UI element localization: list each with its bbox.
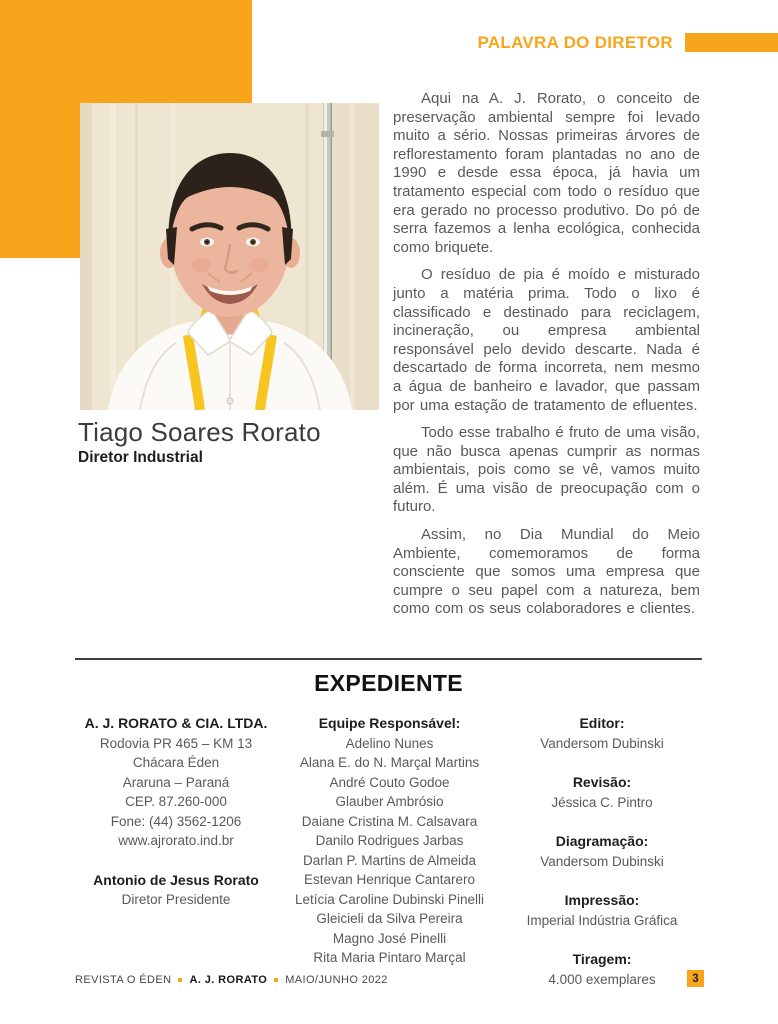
- section-header: [477, 33, 778, 52]
- team-member: Glauber Ambrósio: [335, 794, 444, 809]
- company-name: A. J. RORATO & CIA. LTDA.: [84, 715, 268, 731]
- article-body: [393, 90, 700, 628]
- company-address-line: Chácara Éden: [132, 755, 220, 770]
- section-title: PALAVRA DO DIRETOR: [477, 33, 673, 52]
- article-paragraph: O resíduo de pia é moído e misturado junto a matéria prima. Todo o lixo é classificado e destinado para reciclagem, incineração, ou empresa ambiental responsável pelo devido descarte. Nada é descartado de forma incorreta, nem mesmo a água de banheiro e lavador, que passam por uma estação de tratamento de efluentes.: [393, 266, 700, 414]
- credit-entry: [502, 832, 702, 871]
- team-member: Daiane Cristina M. Calsavara: [301, 813, 478, 829]
- page-number-badge: 3: [687, 970, 704, 987]
- team-member: Gleicieli da Silva Pereira: [316, 911, 463, 926]
- team-member: Estevan Henrique Cantarero: [303, 872, 476, 887]
- footer-issue: MAIO/JUNHO 2022: [285, 974, 388, 986]
- team-heading: Equipe Responsável:: [318, 715, 461, 731]
- credit-value: Imperial Indústria Gráfica: [526, 912, 678, 928]
- team-column: [277, 714, 502, 1009]
- credit-entry: [502, 891, 702, 930]
- team-member: Magno José Pinelli: [332, 930, 447, 946]
- team-member: André Couto Godoe: [329, 774, 450, 790]
- expediente-columns: [75, 714, 702, 1009]
- team-member: Danilo Rodrigues Jarbas: [315, 833, 464, 848]
- credit-label: Revisão:: [572, 774, 632, 790]
- credit-value: 4.000 exemplares: [548, 971, 656, 987]
- footer: [75, 974, 388, 986]
- portrait-illustration: [80, 103, 379, 410]
- company-address-line: Rodovia PR 465 – KM 13: [99, 735, 253, 751]
- team-member: Letícia Caroline Dubinski Pinelli: [294, 891, 485, 907]
- credit-value: Jéssica C. Pintro: [551, 794, 653, 810]
- article-paragraph: Assim, no Dia Mundial do Meio Ambiente, comemoramos de forma consciente que somos uma empresa que cumpre o seu papel com a natureza, bem como com os seus colaboradores e clientes.: [393, 526, 700, 618]
- credit-value: Vandersom Dubinski: [540, 735, 664, 751]
- footer-separator-dot: [178, 978, 182, 982]
- credit-entry: [502, 773, 702, 812]
- company-address-line: Fone: (44) 3562-1206: [110, 813, 242, 829]
- footer-company: A. J. RORATO: [189, 974, 268, 986]
- director-portrait-photo: [80, 103, 379, 410]
- credit-entry: [502, 950, 702, 989]
- credit-label: Editor:: [579, 715, 625, 731]
- company-address-line: Araruna – Paraná: [122, 774, 230, 790]
- credit-label: Impressão:: [564, 892, 640, 908]
- team-list: [277, 734, 502, 968]
- credit-value: Vandersom Dubinski: [540, 853, 664, 869]
- article-paragraph: Aqui na A. J. Rorato, o conceito de preservação ambiental sempre foi levado muito a sério. Nossas primeiras árvores de reflorestamento foram plantadas no ano de 1990 e desde essa época, já havia um tratamento especial com todo o resíduo que era gerado no processo produtivo. Do pó de serra fazemos a lenha ecológica, conhecida como briquete.: [393, 90, 700, 256]
- accent-bar: [685, 33, 778, 52]
- credit-label: Diagramação:: [555, 833, 649, 849]
- company-address-line: CEP. 87.260-000: [125, 794, 227, 809]
- company-column: [75, 714, 277, 1009]
- team-member: Rita Maria Pintaro Marçal: [313, 950, 466, 965]
- expediente-divider: [75, 658, 702, 660]
- president-role: Diretor Presidente: [121, 892, 231, 907]
- footer-separator-dot: [274, 978, 278, 982]
- company-address-line: www.ajrorato.ind.br: [118, 833, 234, 848]
- article-paragraph: Todo esse trabalho é fruto de uma visão, que não busca apenas cumprir as normas ambientais, pois como se vê, vamos muito além. É uma visão de preocupação com o futuro.: [393, 424, 700, 516]
- team-member: Adelino Nunes: [345, 735, 434, 751]
- team-member: Alana E. do N. Marçal Martins: [299, 755, 480, 770]
- team-member: Darlan P. Martins de Almeida: [302, 852, 477, 868]
- credits-column: [502, 714, 702, 1009]
- portrait-name: Tiago Soares Rorato: [78, 417, 321, 447]
- credit-entry: [502, 714, 702, 753]
- company-address: [75, 734, 277, 851]
- expediente-title: EXPEDIENTE: [314, 670, 463, 696]
- credit-label: Tiragem:: [572, 951, 632, 967]
- footer-magazine: REVISTA O ÉDEN: [75, 974, 172, 986]
- portrait-role: Diretor Industrial: [78, 449, 203, 466]
- president-name: Antonio de Jesus Rorato: [93, 871, 259, 888]
